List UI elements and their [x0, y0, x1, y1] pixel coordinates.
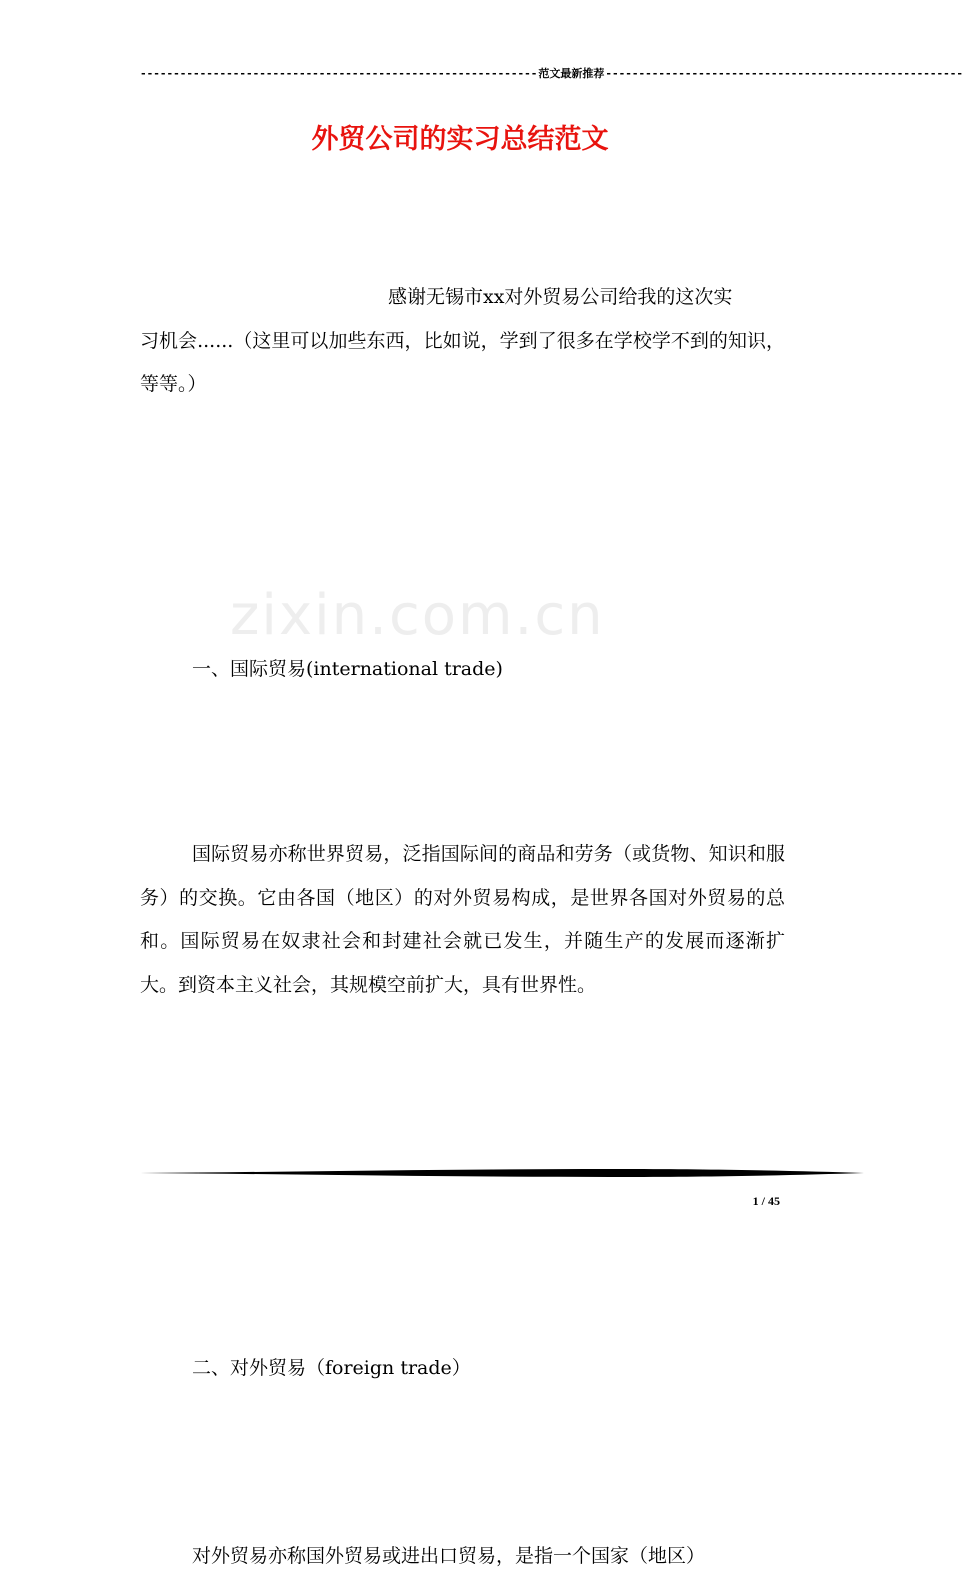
intro-rest: 习机会......（这里可以加些东西，比如说，学到了很多在学校学不到的知识，等等。） — [140, 330, 785, 396]
intro-paragraph — [140, 276, 785, 407]
header-label: 范文最新推荐 — [537, 66, 605, 82]
paragraph-international-trade: 国际贸易亦称世界贸易，泛指国际间的商品和劳务（或货物、知识和服务）的交换。它由各国（地区）的对外贸易构成，是世界各国对外贸易的总和。国际贸易在奴隶社会和封建社会就已发生，并随生产的发展而逐渐扩大。到资本主义社会，其规模空前扩大，具有世界性。 — [140, 833, 785, 1007]
header-right-dashes: ------------------------------------------------------ — [605, 66, 963, 82]
page-header — [140, 66, 766, 82]
intro-first-line: 感谢无锡市xx对外贸易公司给我的这次实 — [140, 276, 785, 320]
section-heading-1: 一、国际贸易(international trade) — [140, 648, 837, 692]
section-heading-2: 二、对外贸易（foreign trade） — [140, 1347, 837, 1391]
document-title: 外贸公司的实习总结范文 — [0, 120, 920, 160]
footer-divider — [140, 1167, 864, 1179]
watermark-logo: zixin.com.cn — [230, 583, 605, 648]
header-left-dashes: ------------------------------------------------------------ — [140, 66, 537, 82]
paragraph-foreign-trade: 对外贸易亦称国外贸易或进出口贸易，是指一个国家（地区） — [140, 1535, 785, 1578]
page-number: 1 / 45 — [720, 1193, 780, 1209]
